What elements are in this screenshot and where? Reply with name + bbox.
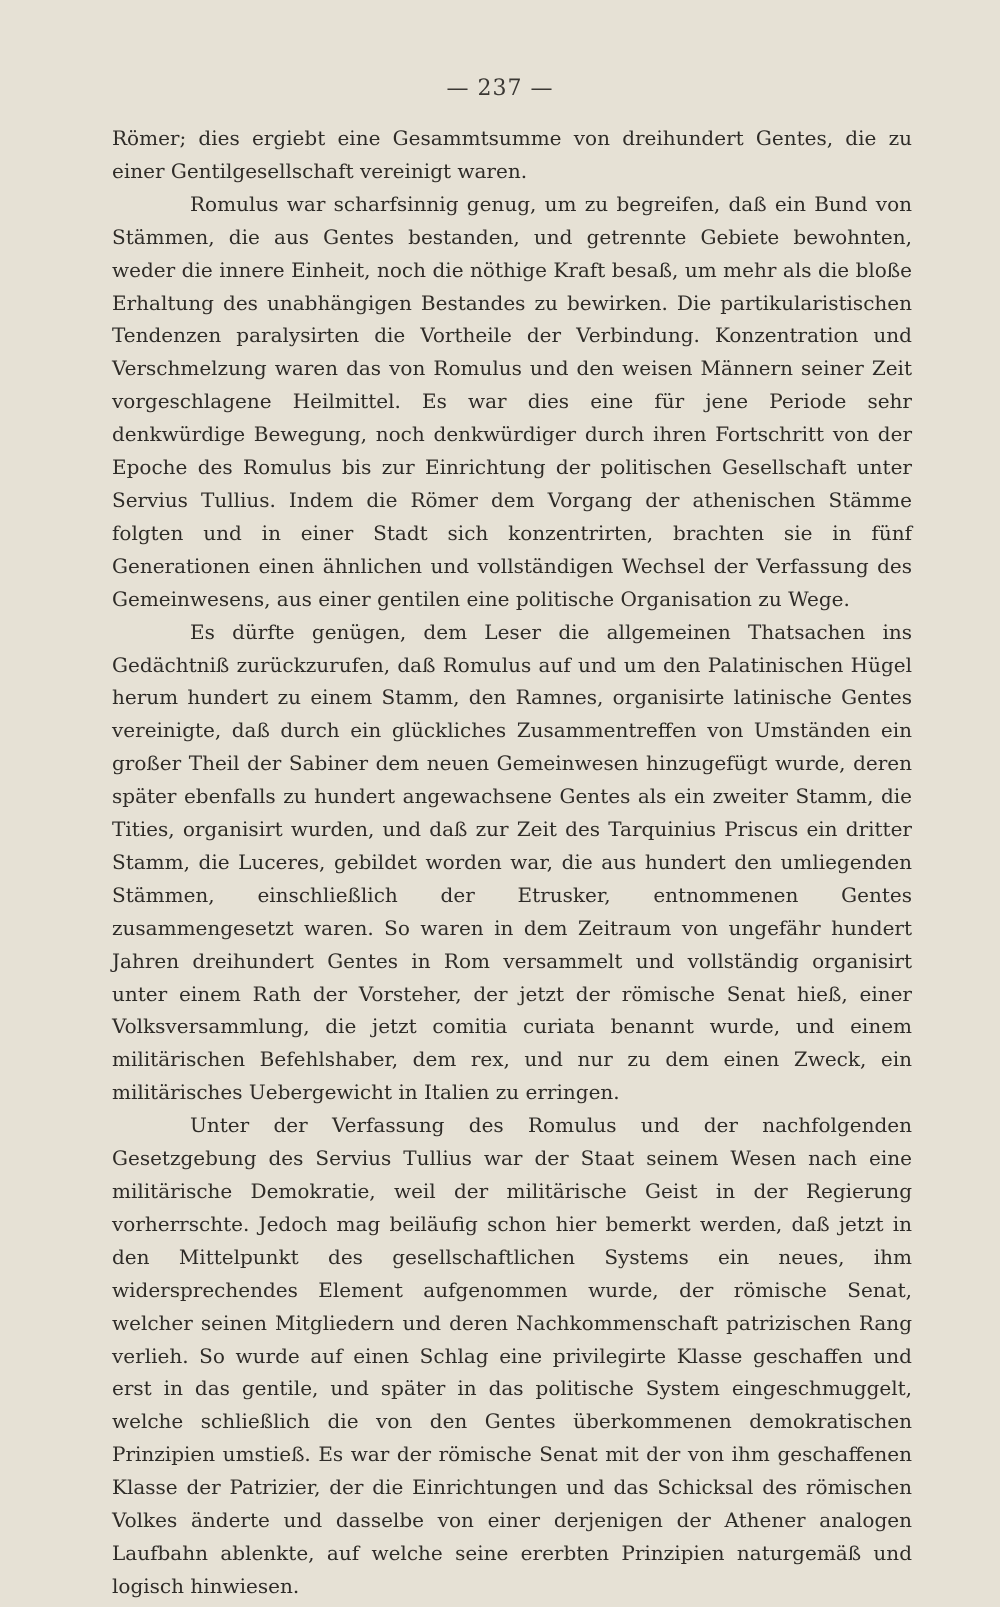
page-body [112, 122, 912, 1603]
paragraph-3: Es dürfte genügen, dem Leser die allgemeinen Thatsachen ins Gedächtniß zurückzurufen, daß Romulus auf und um den Palatinischen Hügel herum hundert zu einem Stamm, den Ramnes, organisirte latinische Gentes vereinigte, daß durch ein glückliches Zusammentreffen von Umständen ein großer Theil der Sabiner dem neuen Gemeinwesen hinzugefügt wurde, deren später ebenfalls zu hundert angewachsene Gentes als ein zweiter Stamm, die Tities, organisirt wurden, und daß zur Zeit des Tarquinius Priscus ein dritter Stamm, die Luceres, gebildet worden war, die aus hundert den umliegenden Stämmen, einschließlich der Etrusker, entnommenen Gentes zusammengesetzt waren. So waren in dem Zeitraum von ungefähr hundert Jahren dreihundert Gentes in Rom versammelt und vollständig organisirt unter einem Rath der Vorsteher, der jetzt der römische Senat hieß, einer Volksversammlung, die jetzt comitia curiata benannt wurde, und einem militärischen Befehlshaber, dem rex, und nur zu dem einen Zweck, ein militärisches Uebergewicht in Italien zu erringen. [112, 619, 912, 1105]
page-number: — 237 — [446, 76, 554, 101]
paragraph-2: Romulus war scharfsinnig genug, um zu begreifen, daß ein Bund von Stämmen, die aus Gentes bestanden, und getrennte Gebiete bewohnten, weder die innere Einheit, noch die nöthige Kraft besaß, um mehr als die bloße Erhaltung des unabhängigen Bestandes zu bewirken. Die partikularistischen Tendenzen paralysirten die Vortheile der Verbindung. Konzentration und Verschmelzung waren das von Romulus und den weisen Männern seiner Zeit vorgeschlagene Heilmittel. Es war dies eine für jene Periode sehr denkwürdige Bewegung, noch denkwürdiger durch ihren Fortschritt von der Epoche des Romulus bis zur Einrichtung der politischen Gesellschaft unter Servius Tullius. Indem die Römer dem Vorgang der athenischen Stämme folgten und in einer Stadt sich konzentrirten, brachten sie in fünf Generationen einen ähnlichen und vollständigen Wechsel der Verfassung des Gemeinwesens, aus einer gentilen eine politische Organisation zu Wege. [112, 191, 912, 611]
paragraph-4: Unter der Verfassung des Romulus und der nachfolgenden Gesetzgebung des Servius Tullius war der Staat seinem Wesen nach eine militärische Demokratie, weil der militärische Geist in der Regierung vorherrschte. Jedoch mag beiläufig schon hier bemerkt werden, daß jetzt in den Mittelpunkt des gesellschaftlichen Systems ein neues, ihm widersprechendes Element aufgenommen wurde, der römische Senat, welcher seinen Mitgliedern und deren Nachkommenschaft patrizischen Rang verlieh. So wurde auf einen Schlag eine privilegirte Klasse geschaffen und erst in das gentile, und später in das politische System eingeschmuggelt, welche schließlich die von den Gentes überkommenen demokratischen Prinzipien umstieß. Es war der römische Senat mit der von ihm geschaffenen Klasse der Patrizier, der die Einrichtungen und das Schicksal des römischen Volkes änderte und dasselbe von einer derjenigen der Athener analogen Laufbahn ablenkte, auf welche seine ererbten Prinzipien naturgemäß und logisch hinwiesen. [112, 1113, 912, 1598]
paragraph-1: Römer; dies ergiebt eine Gesammtsumme von dreihundert Gentes, die zu einer Gentilgesellschaft vereinigt waren. [112, 126, 912, 183]
